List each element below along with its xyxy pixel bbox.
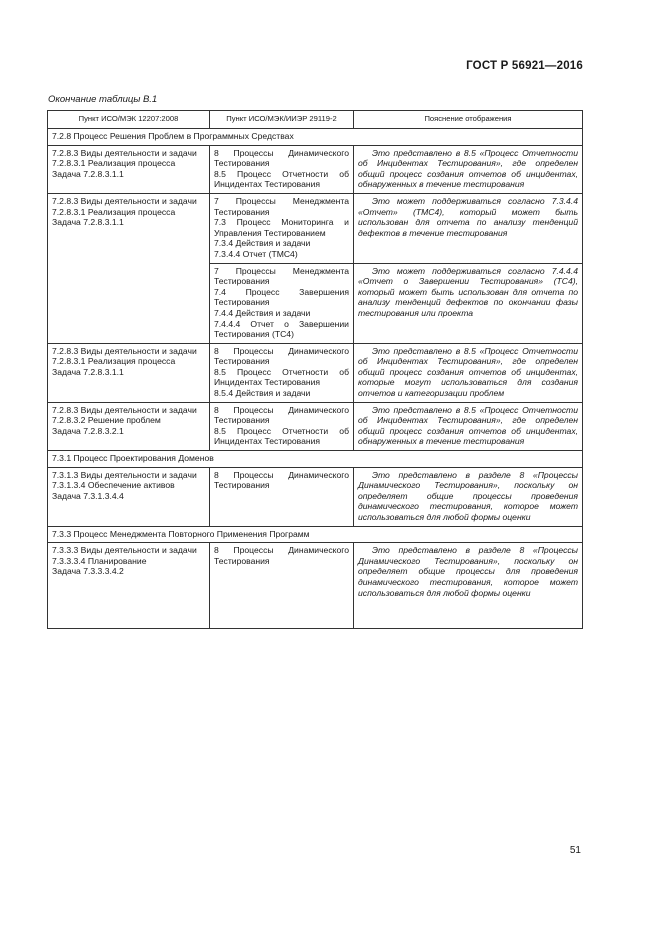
explanation-cell bbox=[354, 402, 583, 450]
explanation-text: Это может поддерживаться согласно 7.4.4.4 «Отчет о Завершении Тестирования» (TC4), который может быть использован для отчета по анализу тенденций дефектов по окончании фазы тестирования или проекта bbox=[358, 265, 578, 318]
cell-line: 7.3.4 Действия и задачи bbox=[214, 238, 311, 249]
cell-line: 7.2.8.3.2 Решение проблем bbox=[52, 415, 161, 426]
header-iso29119: Пункт ИСО/МЭК/ИИЭР 29119-2 bbox=[210, 111, 354, 129]
cell-line: 8.5.4 Действия и задачи bbox=[214, 388, 311, 399]
explanation-text: Это представлено в 8.5 «Процесс Отчетности об Инцидентах Тестирования», где определен общий процесс создания отчетов об инцидентах, обнаруженных в течение тестирования bbox=[358, 404, 578, 447]
table-row bbox=[48, 343, 583, 402]
iso12207-cell bbox=[48, 402, 210, 450]
cell-line: 7.2.8.3 Виды деятельности и задачи bbox=[52, 147, 197, 158]
cell-line: 7.3.3.3 Виды деятельности и задачи bbox=[52, 545, 197, 556]
mapping-table bbox=[47, 110, 583, 629]
cell-line: Задача 7.2.8.3.1.1 bbox=[52, 366, 124, 377]
table-row bbox=[48, 145, 583, 193]
cell-line: 8.5 Процесс Отчетности об Инцидентах Тестирования bbox=[214, 168, 349, 190]
cell-line: 8 Процессы Динамического Тестирования bbox=[214, 147, 349, 169]
table-row bbox=[48, 402, 583, 450]
iso12207-cell bbox=[48, 343, 210, 402]
table-caption: Окончание таблицы В.1 bbox=[48, 94, 158, 105]
cell-line: 8 Процессы Динамического Тестирования bbox=[214, 345, 349, 367]
explanation-text: Это представлено в 8.5 «Процесс Отчетности об Инцидентах Тестирования», где определен общий процесс создания отчетов об инцидентах, которые могут использоваться для создания отчетов и категоризации проблем bbox=[358, 345, 578, 399]
section-title: 7.3.1 Процесс Проектирования Доменов bbox=[48, 451, 583, 468]
explanation-cell bbox=[354, 543, 583, 629]
explanation-cell bbox=[354, 193, 583, 263]
table-row bbox=[48, 467, 583, 526]
explanation-cell bbox=[354, 467, 583, 526]
cell-line: 7 Процессы Менеджмента Тестирования bbox=[214, 265, 349, 287]
table-header-row bbox=[48, 111, 583, 129]
cell-line: 7.3.4.4 Отчет (TMC4) bbox=[214, 248, 298, 259]
section-row bbox=[48, 451, 583, 468]
explanation-cell bbox=[354, 343, 583, 402]
iso29119-cell bbox=[210, 467, 354, 526]
header-explanation: Пояснение отображения bbox=[354, 111, 583, 129]
section-row bbox=[48, 526, 583, 543]
explanation-text: Это представлено в разделе 8 «Процессы Динамического Тестирования», поскольку он определяет общие процессы для проведения динамического тестирования, которое может использоваться для любой формы оценки bbox=[358, 545, 578, 598]
explanation-cell bbox=[354, 145, 583, 193]
cell-line: 7.2.8.3.1 Реализация процесса bbox=[52, 356, 176, 367]
cell-line: 7.2.8.3.1 Реализация процесса bbox=[52, 206, 176, 217]
cell-line: 8 Процессы Динамического Тестирования bbox=[214, 545, 349, 566]
cell-line: 7.4.4 Действия и задачи bbox=[214, 307, 311, 318]
cell-line: Задача 7.2.8.3.2.1 bbox=[52, 425, 124, 436]
cell-line: 8 Процессы Динамического Тестирования bbox=[214, 404, 349, 426]
cell-line: 7.2.8.3 Виды деятельности и задачи bbox=[52, 345, 197, 356]
iso29119-cell bbox=[210, 263, 354, 343]
iso29119-cell bbox=[210, 543, 354, 629]
explanation-text: Это может поддерживаться согласно 7.3.4.4 «Отчет» (TMC4), который может быть использован для отчета по анализу тенденций дефектов в течение тестирования bbox=[358, 195, 578, 238]
iso29119-cell bbox=[210, 193, 354, 263]
page-number: 51 bbox=[569, 845, 581, 856]
iso12207-cell bbox=[48, 467, 210, 526]
cell-line: 7.2.8.3 Виды деятельности и задачи bbox=[52, 195, 197, 206]
cell-line: Задача 7.3.3.3.4.2 bbox=[52, 566, 124, 577]
section-title: 7.3.3 Процесс Менеджмента Повторного Применения Программ bbox=[48, 526, 583, 543]
explanation-text: Это представлено в 8.5 «Процесс Отчетности об Инцидентах Тестирования», где определен общий процесс создания отчетов об инцидентах, обнаруженных в течение тестирования bbox=[358, 147, 578, 190]
cell-line: 8 Процессы Динамического Тестирования bbox=[214, 469, 349, 491]
cell-line: 7 Процессы Менеджмента Тестирования bbox=[214, 195, 349, 217]
iso29119-cell bbox=[210, 343, 354, 402]
explanation-text: Это представлено в разделе 8 «Процессы Динамического Тестирования», поскольку он определяет общие процессы проведения динамического тестирования, которое может использоваться для любой формы оценки bbox=[358, 469, 578, 522]
explanation-cell bbox=[354, 263, 583, 343]
cell-line: 7.3.3.3.4 Планирование bbox=[52, 555, 147, 566]
iso29119-cell bbox=[210, 402, 354, 450]
cell-line: 7.3.1.3 Виды деятельности и задачи bbox=[52, 469, 197, 480]
iso12207-cell bbox=[48, 193, 210, 343]
cell-line: Задача 7.2.8.3.1.1 bbox=[52, 168, 124, 179]
cell-line: 7.4 Процесс Завершения Тестирования bbox=[214, 286, 349, 308]
cell-line: Задача 7.2.8.3.1.1 bbox=[52, 217, 124, 228]
cell-line: 7.3.1.3.4 Обеспечение активов bbox=[52, 480, 175, 491]
section-row bbox=[48, 129, 583, 146]
cell-line: 7.2.8.3 Виды деятельности и задачи bbox=[52, 404, 197, 415]
table-row bbox=[48, 543, 583, 629]
header-iso12207: Пункт ИСО/МЭК 12207:2008 bbox=[48, 111, 210, 129]
cell-line: 8.5 Процесс Отчетности об Инцидентах Тестирования bbox=[214, 425, 349, 447]
section-title: 7.2.8 Процесс Решения Проблем в Программных Средствах bbox=[48, 129, 583, 146]
iso12207-cell bbox=[48, 543, 210, 629]
iso12207-cell bbox=[48, 145, 210, 193]
cell-line: 7.3 Процесс Мониторинга и Управления Тестированием bbox=[214, 217, 349, 238]
cell-line: 7.2.8.3.1 Реализация процесса bbox=[52, 158, 176, 169]
cell-line: Задача 7.3.1.3.4.4 bbox=[52, 490, 124, 501]
table-row bbox=[48, 193, 583, 263]
iso29119-cell bbox=[210, 145, 354, 193]
cell-line: 7.4.4.4 Отчет о Завершении Тестирования (TC4) bbox=[214, 318, 349, 340]
cell-line: 8.5 Процесс Отчетности об Инцидентах Тестирования bbox=[214, 366, 349, 388]
document-code: ГОСТ Р 56921—2016 bbox=[466, 60, 583, 72]
